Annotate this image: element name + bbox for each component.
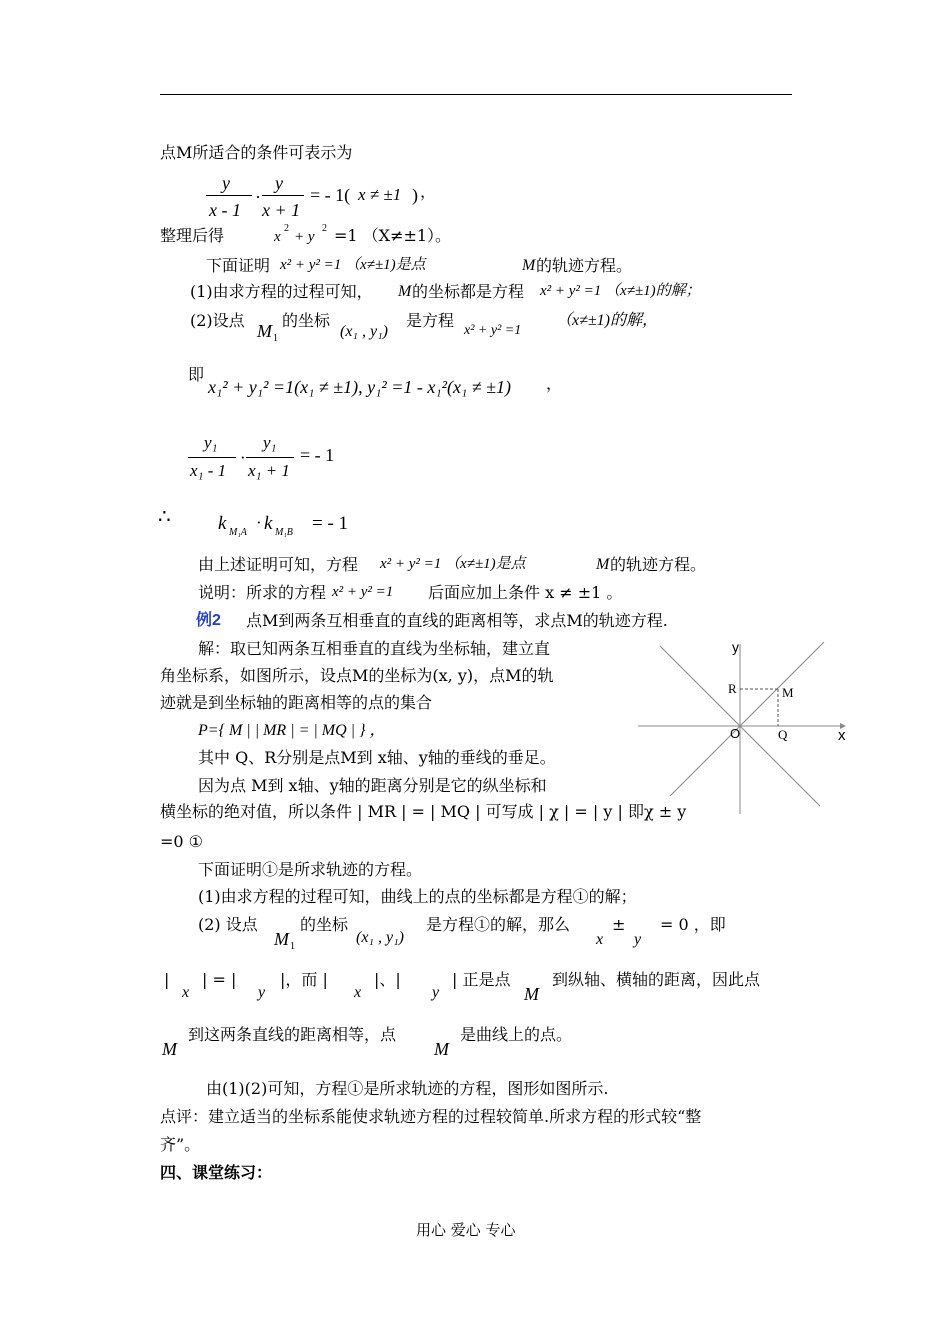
coordinate-figure (630, 636, 860, 816)
text-line: 因为点 M到 x轴、y轴的距离分别是它的纵坐标和 (198, 776, 547, 795)
line-y-eq-x (670, 642, 824, 796)
solution-line: 角坐标系，如图所示，设点M的坐标为(x, y)，点M的轨 (160, 666, 554, 685)
therefore-symbol: ∴ (158, 504, 171, 528)
point-q-label: Q (778, 727, 788, 742)
comment-line: 点评：建立适当的坐标系能使求轨迹方程的过程较简单.所求方程的形式较“整 (160, 1107, 702, 1126)
text-line: 点M所适合的条件可表示为 (160, 143, 353, 162)
text-line: =0 ① (160, 832, 204, 851)
text-line: 由(1)(2)可知，方程①是所求轨迹的方程，图形如图所示. (206, 1079, 609, 1098)
point-r-label: R (728, 681, 737, 696)
x-axis-label: x (838, 727, 846, 744)
header-rule (160, 94, 792, 95)
comment-line: 齐”。 (160, 1135, 201, 1154)
text-line: 横坐标的绝对值，所以条件 | MR | = | MQ | 可写成 | χ | = | y | 即χ ± y (160, 802, 687, 821)
section-heading: 四、课堂练习： (160, 1163, 273, 1182)
text-line: 下面证明①是所求轨迹的方程。 (198, 860, 423, 879)
text-line: (1)由求方程的过程可知，曲线上的点的坐标都是方程①的解； (198, 887, 637, 906)
y-axis-label: y (732, 639, 739, 655)
solution-line: 解：取已知两条互相垂直的直线为坐标轴，建立直 (198, 639, 551, 658)
document-page: 点M所适合的条件可表示为 y x - 1 · y x + 1 = - 1( x ≠ ±1 ) ， 整理后得 x 2 + y 2 =1 （X≠±1）。 下面证明 x² + y² =1 （x≠±1)是点 M 的轨迹方程。 (1)由求方程的过程可知， M 的坐标都是方程 x² + y² =1 （x≠±1)的解； (2)设点 M 1 的坐标 (x₁ , y₁) 是方程 x² + y² =1 （x≠±1)的解， 即 x₁² + y₁² =1(x₁ ≠ ±1), y₁² =1 - x₁²(x₁ ≠ ±1) ， y₁ x₁ - 1 · y₁ x₁ + 1 = - 1 ∴ k M₁A · k M₁B = - 1 由上述证明可知，方程 x² + y² =1 （x≠±1)是点 M 的轨迹方程。 说明：所求的方程 x² + y² =1 后面应加上条件 x ≠ ±1 。 例2 点M到两条互相垂直的直线的距离相等，求点M的轨迹方程. 解：取已知两条互相垂直的直线为坐标轴，建立直 角坐标系，如图所示，设点M的坐标为(x, y)，点M的轨 迹就是到坐标轴的距离相等的点的集合 P={ M | | MR | = | MQ | } ， 其中 Q、R分别是点M到 x轴、y轴的垂线的垂足。 因为点 M到 x轴、y轴的距离分别是它的纵坐标和 横坐标的绝对值，所以条件 | MR | = | MQ | 可写成 | χ | = | y | 即χ ± y =0 ① 下面证明①是所求轨迹的方程。 (1)由求方程的过程可知，曲线上的点的坐标都是方程①的解； (2) 设点 M 1 的坐标 (x₁ , y₁) 是方程①的解，那么 x ± y = 0 ，即 | x | = | y |，而 | x |、| y | 正是点 M 到纵轴、横轴的距离，因此点 M 到这两条直线的距离相等，点 M 是曲线上的点。 由(1)(2)可知，方程①是所求轨迹的方程，图形如图所示. 点评：建立适当的坐标系能使求轨迹方程的过程较简单.所求方程的形式较“整 齐”。 四、课堂练习： y x O R M Q 用心 爱心 专心 (0, 0, 950, 1326)
set-definition: P={ M | | MR | = | MQ | } ， (198, 722, 386, 739)
point-m-label: M (782, 685, 794, 700)
text-line: 其中 Q、R分别是点M到 x轴、y轴的垂线的垂足。 (198, 748, 556, 767)
solution-line: 迹就是到坐标轴的距离相等的点的集合 (160, 693, 433, 712)
page-footer: 用心 爱心 专心 (416, 1221, 516, 1239)
origin-label: O (730, 726, 741, 741)
